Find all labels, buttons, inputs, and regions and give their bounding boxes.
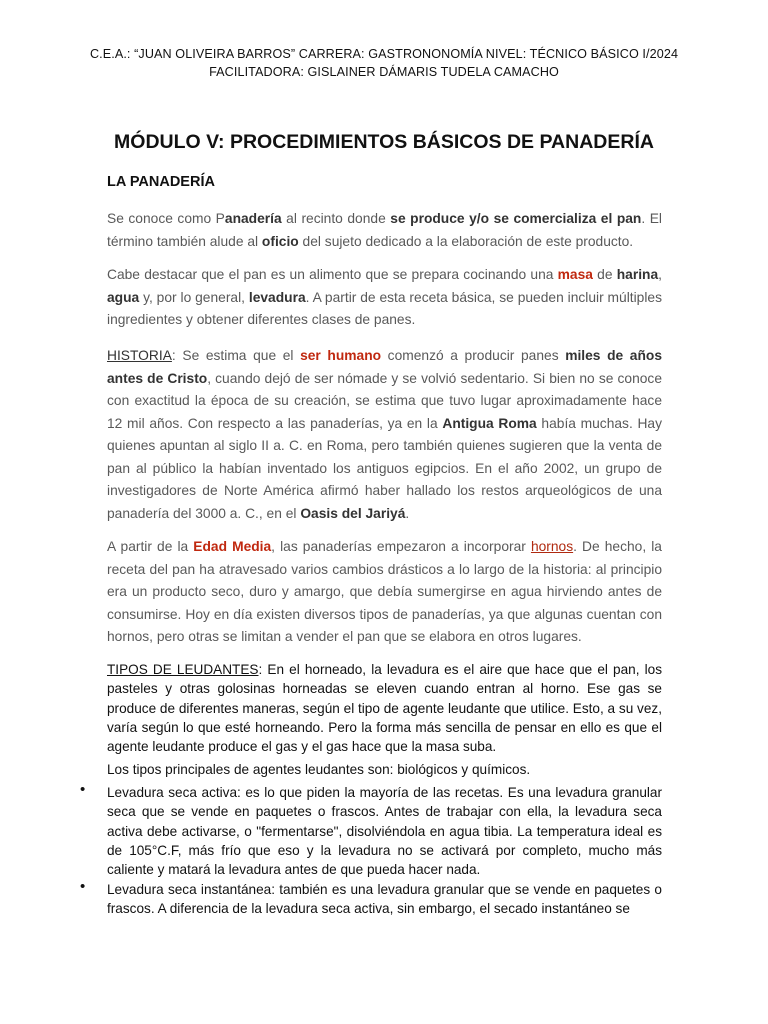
paragraph-history: HISTORIA: Se estima que el ser humano comenzó a producir panes miles de años antes de Cristo, cuando dejó de ser nómade y se volvió sedentario. Si bien no se conoce con exactitud la época de su creación, se estima que tuvo lugar aproximadamente hace 12 mil años. Con respecto a las panaderías, ya en la Antigua Roma había muchas. Hay quienes apuntan al siglo II a. C. en Roma, pero también quienes sugieren que la venta de pan al público la habían inventado los antiguos egipcios. En el año 2002, un grupo de investigadores de Norte América afirmó haber hallado los restos arqueológicos de una panadería del 3000 a. C., en el Oasis del Jariyá. <box>107 348 663 521</box>
list-item: Levadura seca activa: es lo que piden la mayoría de las recetas. Es una levadura granular seca que se vende en paquetes o frascos. Antes de trabajar con ella, la levadura seca activa debe activarse, o "fermentarse", disolviéndola en agua tibia. La temperatura ideal es de 105°C.F, más frío que eso y la levadura no se activará por completo, mucho más caliente y matará la levadura antes de que pueda hacer nada. <box>107 785 662 878</box>
page-title: MÓDULO V: PROCEDIMIENTOS BÁSICOS DE PANADERÍA <box>114 131 654 153</box>
list-item: Levadura seca instantánea: también es una levadura granular que se vende en paquetes o frascos. A diferencia de la levadura seca activa, sin embargo, el secado instantáneo se <box>107 882 662 917</box>
paragraph-leavening-types: TIPOS DE LEUDANTES: En el horneado, la levadura es el aire que hace que el pan, los pasteles y otras golosinas horneadas se eleven cuando entran al horno. Ese gas se produce de diferentes maneras, según el tipo de agente leudante que utilice. Esto, a su vez, varía según lo que esté horneando. Pero la forma más sencilla de pensar en ello es que el agente leudante produce el gas y el gas hace que la masa suba. <box>107 662 662 755</box>
bullet-glyph: • <box>80 781 86 798</box>
header-line-1: C.E.A.: “JUAN OLIVEIRA BARROS” CARRERA: GASTRONONOMÍA NIVEL: TÉCNICO BÁSICO I/2024 <box>89 47 679 61</box>
section-heading: LA PANADERÍA <box>107 174 215 190</box>
paragraph-dough: Cabe destacar que el pan es un alimento que se prepara cocinando una masa de harina, agua y, por lo general, levadura. A partir de esta receta básica, se pueden incluir múltiples ingredientes y obtener diferentes clases de panes. <box>107 267 662 327</box>
header-line-2: FACILITADORA: GISLAINER DÁMARIS TUDELA CAMACHO <box>209 65 559 79</box>
hornos-link[interactable]: hornos <box>530 539 574 554</box>
paragraph-leavening-agents: Los tipos principales de agentes leudantes son: biológicos y químicos. <box>107 762 531 777</box>
bullet-glyph: • <box>80 878 86 895</box>
paragraph-intro: Se conoce como Panadería al recinto donde se produce y/o se comercializa el pan. El término también alude al oficio del sujeto dedicado a la elaboración de este producto. <box>107 211 662 249</box>
paragraph-middle-ages: A partir de la Edad Media, las panaderías empezaron a incorporar hornos. De hecho, la receta del pan ha atravesado varios cambios drásticos a lo largo de la historia: al principio era un producto seco, duro y amargo, que debía sumergirse en agua hirviendo antes de consumirse. Hoy en día existen diversos tipos de panaderías, ya que algunas cuentan con hornos, pero otras se limitan a vender el pan que se elabora en otros lugares. <box>107 539 662 644</box>
